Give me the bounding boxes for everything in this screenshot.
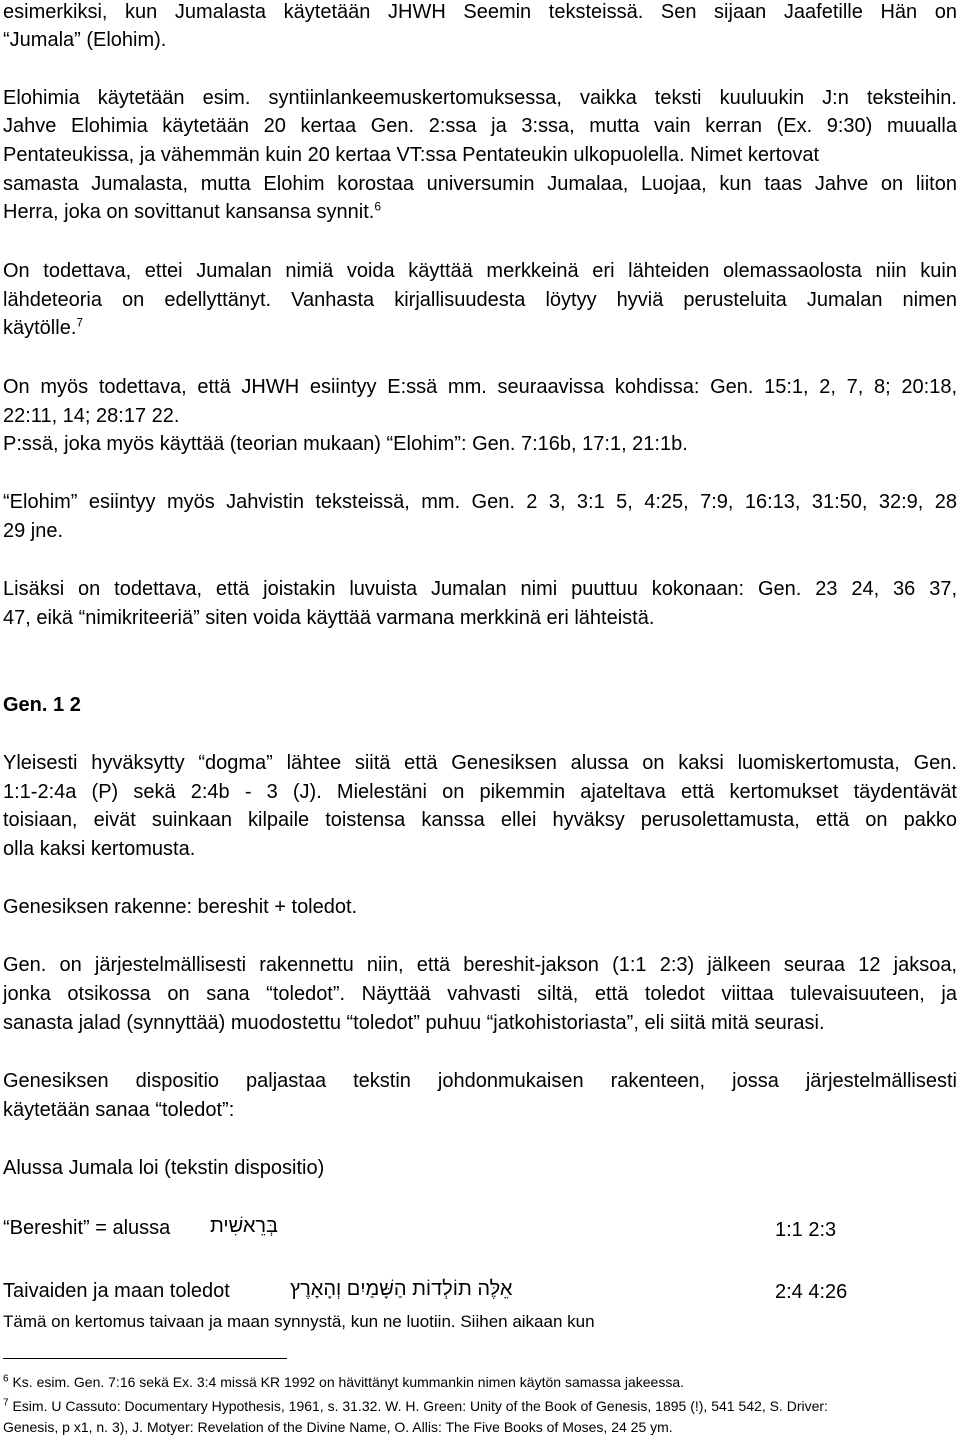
footnote-divider [3,1358,287,1359]
hebrew-text: אֵלֶּה תוֹלְדוֹת הַשָּׁמַיִם וְהָאָרֶץ [290,1278,513,1300]
hebrew-text: בְּרֵאשִׁית [210,1215,279,1237]
disposition-label: “Bereshit” = alussa [3,1217,171,1239]
text-line [3,143,819,167]
text-line: jonka otsikossa on sana “toledot”. Näyttää vahvasti siltä, että toledot viittaa tulevaisuuteen, ja [3,983,957,1005]
footnote-text: Ks. esim. Gen. 7:16 sekä Ex. 3:4 missä KR 1992 on hävittänyt kummankin nimen käytön samassa jakeessa. [12,1374,684,1390]
text-line: Yleisesti hyväksytty “dogma” lähtee siitä että Genesiksen alussa on kaksi luomiskertomusta, Gen. [3,752,957,774]
footnote-7 [3,1397,828,1415]
text-line [3,200,381,224]
text-line: toisiaan, eivät suinkaan kilpaile toistensa kanssa ellei hyväksy perusolettamusta, että on pakko [3,809,957,831]
footnote-text: Esim. U Cassuto: Documentary Hypothesis, 1961, s. 31.32. W. H. Green: Unity of the Book of Genesis, 1895 (!), 541 542, S. Driver: [12,1398,828,1414]
text-line: esimerkiksi, kun Jumalasta käytetään JHWH Seemin teksteissä. Sen sijaan Jaafetille Hän on [3,1,957,23]
text-line: Genesiksen rakenne: bereshit + toledot. [3,896,358,918]
footnote-number: 6 [3,1373,9,1385]
text-line [3,316,83,340]
text-line: samasta Jumalasta, mutta Elohim korostaa universumin Jumalaa, Luojaa, kun taas Jahve on liiton [3,173,957,195]
text-line: 47, eikä “nimikriteeriä” siten voida käyttää varmana merkkinä eri lähteistä. [3,607,655,629]
text-line: Jahve Elohimia käytetään 20 kertaa Gen. 2:ssa ja 3:ssa, mutta vain kerran (Ex. 9:30) muualla [3,115,957,137]
footnote-7-cont: Genesis, p x1, n. 3), J. Motyer: Revelation of the Divine Name, O. Allis: The Five Books of Moses, 24 25 ym. [3,1419,673,1435]
disposition-label: Taivaiden ja maan toledot [3,1280,230,1302]
text-line: lähdeteoria on edellyttänyt. Vanhasta kirjallisuudesta löytyy hyviä perusteluita Jumalan nimen [3,289,957,311]
text-span: Pentateukissa, ja vähemmän kuin 20 kertaa VT:ssa Pentateukin ulkopuolella. [3,144,685,166]
text-line: Lisäksi on todettava, että joistakin luvuista Jumalan nimi puuttuu kokonaan: Gen. 23 24, 36 37, [3,578,957,600]
text-line: Genesiksen dispositio paljastaa tekstin johdonmukaisen rakenteen, jossa järjestelmällisesti [3,1070,957,1092]
text-line: 1:1-2:4a (P) sekä 2:4b - 3 (J). Mielestäni on pikemmin ajateltava että kertomukset täydentävät [3,781,957,803]
text-line: olla kaksi kertomusta. [3,838,196,860]
footnote-6 [3,1373,684,1391]
text-line: Elohimia käytetään esim. syntiinlankeemuskertomuksessa, vaikka teksti kuuluukin J:n teksteihin. [3,87,957,109]
verse-range: 1:1 2:3 [775,1219,837,1241]
text-span: Herra, joka on sovittanut kansansa synnit. [3,201,375,223]
text-line: Gen. on järjestelmällisesti rakennettu niin, että bereshit-jakson (1:1 2:3) jälkeen seuraa 12 jaksoa, [3,954,957,976]
section-heading: Gen. 1 2 [3,694,81,716]
text-line: 29 jne. [3,520,64,542]
text-line: Tämä on kertomus taivaan ja maan synnystä, kun ne luotiin. Siihen aikaan kun [3,1312,595,1331]
text-line: “Elohim” esiintyy myös Jahvistin teksteissä, mm. Gen. 2 3, 3:1 5, 4:25, 7:9, 16:13, 31:50, 32:9, 28 [3,491,957,513]
footnote-number: 7 [3,1397,9,1409]
footnote-ref[interactable]: 7 [76,315,84,330]
text-line: sanasta jalad (synnyttää) muodostettu “toledot” puhuu “jatkohistoriasta”, eli siitä mitä seurasi. [3,1012,825,1034]
text-span: käytölle. [3,317,77,339]
footnote-ref[interactable]: 6 [374,199,381,214]
text-line: P:ssä, joka myös käyttää (teorian mukaan) “Elohim”: Gen. 7:16b, 17:1, 21:1b. [3,433,688,455]
text-line: käytetään sanaa “toledot”: [3,1099,235,1121]
text-line: On myös todettava, että JHWH esiintyy E:ssä mm. seuraavissa kohdissa: Gen. 15:1, 2, 7, 8; 20:18, [3,376,957,398]
text-line: “Jumala” (Elohim). [3,29,167,51]
text-line: On todettava, ettei Jumalan nimiä voida käyttää merkkeinä eri lähteiden olemassaolosta niin kuin [3,260,957,282]
text-span: Nimet kertovat [684,144,819,166]
text-line: Alussa Jumala loi (tekstin dispositio) [3,1157,325,1179]
verse-range: 2:4 4:26 [775,1281,848,1303]
text-line: 22:11, 14; 28:17 22. [3,405,180,427]
